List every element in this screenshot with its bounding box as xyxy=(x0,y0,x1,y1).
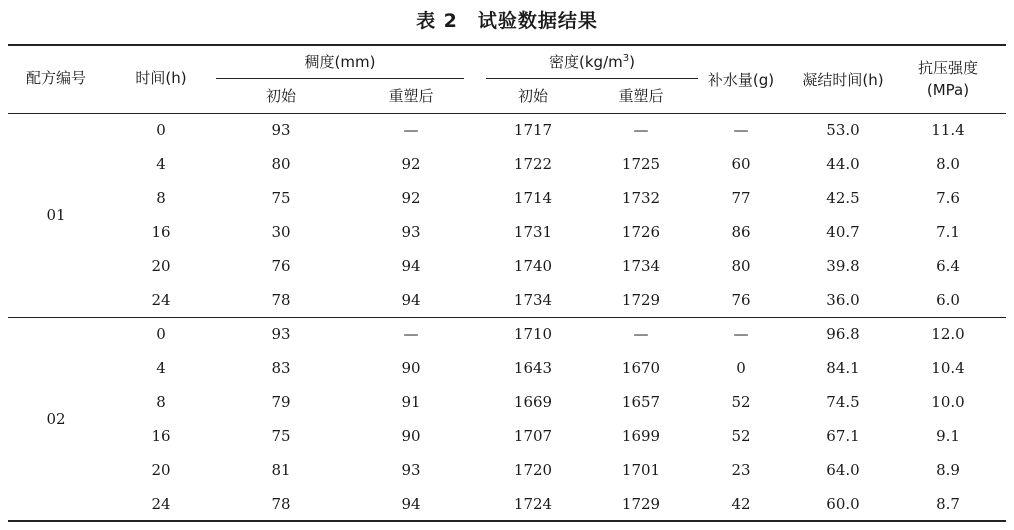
table-title xyxy=(0,6,1014,36)
cell-time: 16 xyxy=(151,223,171,241)
cell-density-remolded: 1726 xyxy=(621,223,661,241)
header-density-prefix: 密度(kg/m xyxy=(549,53,623,71)
header-time-text: 时间(h) xyxy=(135,69,187,87)
cell-strength: 9.1 xyxy=(936,427,960,445)
cell-density-remolded: 1734 xyxy=(621,257,661,275)
cell-strength: 7.1 xyxy=(936,223,960,241)
cell-density-initial: 1643 xyxy=(513,359,553,377)
cell-density-initial: 1722 xyxy=(513,155,553,173)
header-water: 补水量(g) xyxy=(707,71,775,89)
header-strength-line2: (MPa) xyxy=(926,81,970,99)
cell-consistency-remolded: 92 xyxy=(401,155,421,173)
group-id-01: 01 xyxy=(46,206,66,224)
cell-water: 42 xyxy=(731,495,751,513)
cell-strength: 8.7 xyxy=(936,495,960,513)
cell-time: 0 xyxy=(156,325,166,343)
header-consistency xyxy=(216,52,464,72)
subheader-consistency-remolded: 重塑后 xyxy=(388,87,434,105)
cell-consistency-initial: 93 xyxy=(271,325,291,343)
cell-consistency-initial: 30 xyxy=(271,223,291,241)
cell-setting-time: 64.0 xyxy=(826,461,860,479)
header-bottom-rule xyxy=(8,113,1006,114)
consistency-underline xyxy=(216,78,464,79)
cell-setting-time: 96.8 xyxy=(826,325,860,343)
cell-water: 80 xyxy=(731,257,751,275)
cell-density-initial: 1714 xyxy=(513,189,553,207)
cell-consistency-remolded: — xyxy=(403,121,419,139)
cell-density-remolded: — xyxy=(633,325,649,343)
cell-consistency-initial: 78 xyxy=(271,495,291,513)
cell-setting-time: 40.7 xyxy=(826,223,860,241)
cell-density-remolded: 1670 xyxy=(621,359,661,377)
cell-density-initial: 1720 xyxy=(513,461,553,479)
cell-consistency-initial: 83 xyxy=(271,359,291,377)
cell-consistency-remolded: 94 xyxy=(401,257,421,275)
cell-setting-time: 39.8 xyxy=(826,257,860,275)
cell-consistency-initial: 93 xyxy=(271,121,291,139)
cell-consistency-initial: 80 xyxy=(271,155,291,173)
cell-consistency-remolded: 90 xyxy=(401,359,421,377)
cell-setting-time: 53.0 xyxy=(826,121,860,139)
bottom-rule xyxy=(8,520,1006,522)
cell-strength: 12.0 xyxy=(931,325,965,343)
cell-consistency-remolded: — xyxy=(403,325,419,343)
cell-water: — xyxy=(733,121,749,139)
table-caption: 试验数据结果 xyxy=(477,10,598,32)
cell-density-initial: 1710 xyxy=(513,325,553,343)
cell-density-remolded: 1729 xyxy=(621,495,661,513)
cell-water: 52 xyxy=(731,427,751,445)
cell-setting-time: 42.5 xyxy=(826,189,860,207)
cell-strength: 11.4 xyxy=(931,121,965,139)
cell-density-initial: 1740 xyxy=(513,257,553,275)
header-strength-line1: 抗压强度 xyxy=(917,59,978,77)
density-underline xyxy=(486,78,698,79)
cell-strength: 8.0 xyxy=(936,155,960,173)
cell-time: 20 xyxy=(151,257,171,275)
cell-consistency-remolded: 94 xyxy=(401,495,421,513)
cell-setting-time: 60.0 xyxy=(826,495,860,513)
cell-consistency-initial: 81 xyxy=(271,461,291,479)
cell-consistency-initial: 75 xyxy=(271,189,291,207)
subheader-consistency-initial: 初始 xyxy=(265,87,296,105)
cell-water: 23 xyxy=(731,461,751,479)
cell-density-initial: 1717 xyxy=(513,121,553,139)
group-divider-rule xyxy=(8,317,1006,318)
cell-strength: 8.9 xyxy=(936,461,960,479)
cell-strength: 6.4 xyxy=(936,257,960,275)
cell-water: — xyxy=(733,325,749,343)
group-id-02: 02 xyxy=(46,410,66,428)
cell-consistency-initial: 78 xyxy=(271,291,291,309)
cell-density-remolded: 1729 xyxy=(621,291,661,309)
cell-water: 76 xyxy=(731,291,751,309)
cell-water: 86 xyxy=(731,223,751,241)
subheader-density-remolded: 重塑后 xyxy=(618,87,664,105)
table-number: 表 2 xyxy=(416,10,458,32)
cell-setting-time: 74.5 xyxy=(826,393,860,411)
cell-water: 60 xyxy=(731,155,751,173)
cell-consistency-remolded: 90 xyxy=(401,427,421,445)
cell-strength: 10.4 xyxy=(931,359,965,377)
cell-time: 8 xyxy=(156,393,166,411)
cell-time: 24 xyxy=(151,495,171,513)
cell-time: 16 xyxy=(151,427,171,445)
cell-time: 0 xyxy=(156,121,166,139)
cell-strength: 7.6 xyxy=(936,189,960,207)
cell-consistency-remolded: 94 xyxy=(401,291,421,309)
cell-water: 0 xyxy=(736,359,746,377)
header-density-suffix: ) xyxy=(629,53,635,71)
cell-consistency-remolded: 92 xyxy=(401,189,421,207)
cell-consistency-remolded: 93 xyxy=(401,461,421,479)
cell-consistency-remolded: 93 xyxy=(401,223,421,241)
cell-strength: 6.0 xyxy=(936,291,960,309)
cell-density-remolded: — xyxy=(633,121,649,139)
cell-density-initial: 1669 xyxy=(513,393,553,411)
header-setting: 凝结时间(h) xyxy=(802,71,884,89)
cell-density-initial: 1707 xyxy=(513,427,553,445)
cell-density-initial: 1731 xyxy=(513,223,553,241)
header-formula: 配方编号 xyxy=(25,69,86,87)
cell-consistency-initial: 75 xyxy=(271,427,291,445)
subheader-density-initial: 初始 xyxy=(517,87,548,105)
header-density xyxy=(486,52,698,72)
cell-setting-time: 44.0 xyxy=(826,155,860,173)
cell-time: 24 xyxy=(151,291,171,309)
cell-time: 4 xyxy=(156,359,166,377)
cell-time: 20 xyxy=(151,461,171,479)
cell-density-remolded: 1699 xyxy=(621,427,661,445)
cell-water: 52 xyxy=(731,393,751,411)
cell-setting-time: 67.1 xyxy=(826,427,860,445)
cell-density-remolded: 1732 xyxy=(621,189,661,207)
cell-density-remolded: 1657 xyxy=(621,393,661,411)
cell-density-remolded: 1701 xyxy=(621,461,661,479)
cell-consistency-initial: 76 xyxy=(271,257,291,275)
cell-density-remolded: 1725 xyxy=(621,155,661,173)
cell-density-initial: 1734 xyxy=(513,291,553,309)
cell-strength: 10.0 xyxy=(931,393,965,411)
cell-consistency-remolded: 91 xyxy=(401,393,421,411)
header-consistency-text: 稠度(mm) xyxy=(304,53,376,71)
cell-time: 8 xyxy=(156,189,166,207)
cell-water: 77 xyxy=(731,189,751,207)
header-density-sup: 3 xyxy=(622,53,630,64)
cell-setting-time: 36.0 xyxy=(826,291,860,309)
header-time xyxy=(114,68,208,88)
cell-density-initial: 1724 xyxy=(513,495,553,513)
cell-consistency-initial: 79 xyxy=(271,393,291,411)
cell-setting-time: 84.1 xyxy=(826,359,860,377)
top-rule xyxy=(8,44,1006,46)
cell-time: 4 xyxy=(156,155,166,173)
